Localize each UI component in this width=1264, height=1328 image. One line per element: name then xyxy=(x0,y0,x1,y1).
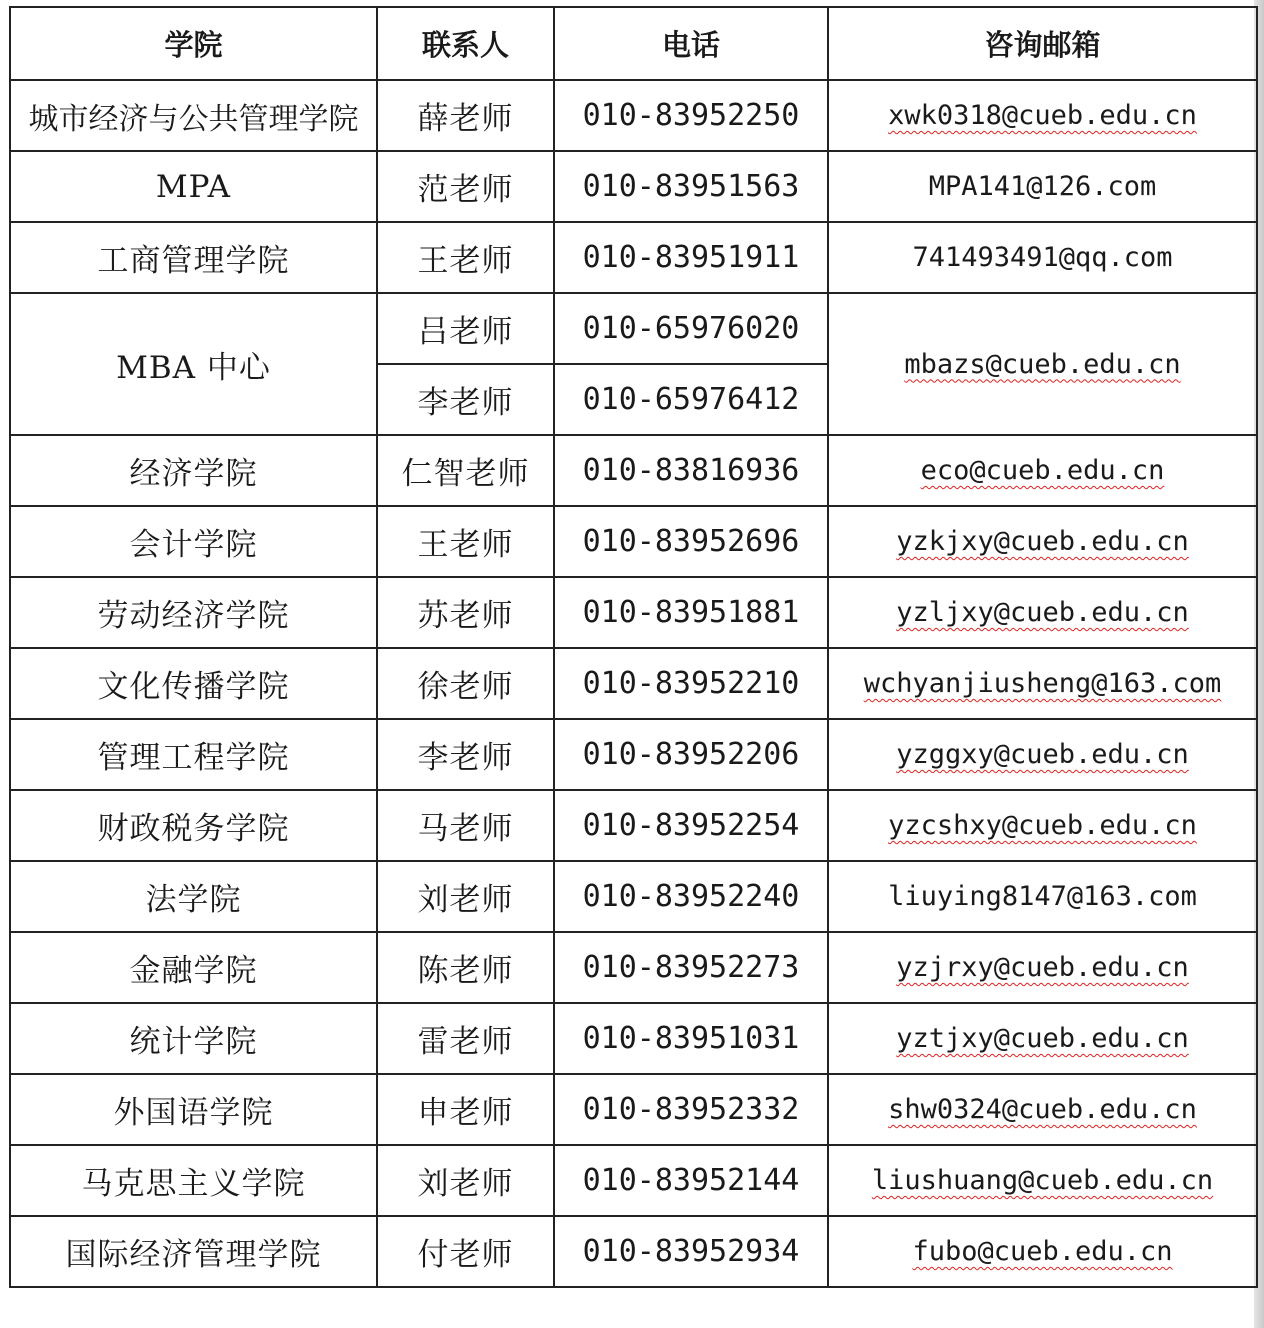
email-cell xyxy=(828,435,1257,506)
table-row xyxy=(10,790,1257,861)
contact-cell: 李老师 xyxy=(377,364,554,435)
table-row xyxy=(10,1003,1257,1074)
college-cell: 马克思主义学院 xyxy=(10,1145,377,1216)
email-cell xyxy=(828,577,1257,648)
email-text: shw0324@cueb.edu.cn xyxy=(888,1094,1197,1125)
table-row xyxy=(10,293,1257,364)
email-cell xyxy=(828,293,1257,435)
email-text: liuying8147@163.com xyxy=(888,881,1197,912)
email-text: yzkjxy@cueb.edu.cn xyxy=(896,526,1189,557)
email-text: mbazs@cueb.edu.cn xyxy=(904,348,1181,380)
phone-cell: 010-83951031 xyxy=(554,1003,828,1074)
table-row xyxy=(10,80,1257,151)
table-row xyxy=(10,435,1257,506)
college-cell: 工商管理学院 xyxy=(10,222,377,293)
email-cell xyxy=(828,506,1257,577)
phone-cell: 010-83952696 xyxy=(554,506,828,577)
email-cell xyxy=(828,222,1257,293)
table-row xyxy=(10,1145,1257,1216)
phone-cell: 010-83816936 xyxy=(554,435,828,506)
contact-cell: 徐老师 xyxy=(377,648,554,719)
email-cell xyxy=(828,790,1257,861)
header-phone: 电话 xyxy=(554,7,828,80)
email-cell xyxy=(828,932,1257,1003)
email-text: xwk0318@cueb.edu.cn xyxy=(888,100,1197,131)
email-text: yzcshxy@cueb.edu.cn xyxy=(888,810,1197,841)
header-college: 学院 xyxy=(10,7,377,80)
contact-cell: 付老师 xyxy=(377,1216,554,1287)
contact-cell: 苏老师 xyxy=(377,577,554,648)
contact-cell: 陈老师 xyxy=(377,932,554,1003)
table-row xyxy=(10,506,1257,577)
contact-cell: 李老师 xyxy=(377,719,554,790)
college-cell: 管理工程学院 xyxy=(10,719,377,790)
phone-cell: 010-83952240 xyxy=(554,861,828,932)
table-row xyxy=(10,932,1257,1003)
phone-cell: 010-83952206 xyxy=(554,719,828,790)
table-row xyxy=(10,151,1257,222)
college-cell: 经济学院 xyxy=(10,435,377,506)
table-row xyxy=(10,1074,1257,1145)
contact-cell: 雷老师 xyxy=(377,1003,554,1074)
college-cell: 外国语学院 xyxy=(10,1074,377,1145)
email-text: MPA141@126.com xyxy=(928,171,1157,202)
contact-cell: 仁智老师 xyxy=(377,435,554,506)
phone-cell: 010-83952250 xyxy=(554,80,828,151)
table-row xyxy=(10,222,1257,293)
contact-cell: 王老师 xyxy=(377,222,554,293)
email-text: liushuang@cueb.edu.cn xyxy=(871,1165,1214,1196)
contact-cell: 王老师 xyxy=(377,506,554,577)
phone-cell: 010-83952273 xyxy=(554,932,828,1003)
phone-cell: 010-83951563 xyxy=(554,151,828,222)
college-cell: 财政税务学院 xyxy=(10,790,377,861)
contact-table xyxy=(9,6,1258,1288)
email-text: 741493491@qq.com xyxy=(912,242,1173,273)
phone-cell: 010-83952144 xyxy=(554,1145,828,1216)
college-cell: 文化传播学院 xyxy=(10,648,377,719)
contact-cell: 马老师 xyxy=(377,790,554,861)
email-cell xyxy=(828,1003,1257,1074)
email-cell xyxy=(828,80,1257,151)
email-text: wchyanjiusheng@163.com xyxy=(863,668,1222,699)
header-email: 咨询邮箱 xyxy=(828,7,1257,80)
phone-cell: 010-83952332 xyxy=(554,1074,828,1145)
table-row xyxy=(10,861,1257,932)
email-text: fubo@cueb.edu.cn xyxy=(912,1236,1173,1267)
college-cell: 统计学院 xyxy=(10,1003,377,1074)
college-cell: 法学院 xyxy=(10,861,377,932)
email-cell xyxy=(828,1216,1257,1287)
contact-cell: 刘老师 xyxy=(377,861,554,932)
contact-cell: 申老师 xyxy=(377,1074,554,1145)
college-cell: 金融学院 xyxy=(10,932,377,1003)
email-cell xyxy=(828,719,1257,790)
phone-cell: 010-65976412 xyxy=(554,364,828,435)
header-contact: 联系人 xyxy=(377,7,554,80)
table-row xyxy=(10,719,1257,790)
contact-cell: 范老师 xyxy=(377,151,554,222)
college-cell: 城市经济与公共管理学院 xyxy=(10,80,377,151)
email-text: yztjxy@cueb.edu.cn xyxy=(896,1023,1189,1054)
email-text: yzggxy@cueb.edu.cn xyxy=(896,739,1189,770)
phone-cell: 010-83952210 xyxy=(554,648,828,719)
email-text: yzjrxy@cueb.edu.cn xyxy=(896,952,1189,983)
college-cell: MPA xyxy=(10,151,377,222)
email-text: yzljxy@cueb.edu.cn xyxy=(896,597,1189,628)
email-cell xyxy=(828,861,1257,932)
college-cell: 会计学院 xyxy=(10,506,377,577)
email-cell xyxy=(828,1145,1257,1216)
email-cell xyxy=(828,1074,1257,1145)
email-cell xyxy=(828,648,1257,719)
email-text: eco@cueb.edu.cn xyxy=(920,455,1165,486)
phone-cell: 010-83952254 xyxy=(554,790,828,861)
contact-cell: 薛老师 xyxy=(377,80,554,151)
college-cell: 劳动经济学院 xyxy=(10,577,377,648)
header-row xyxy=(10,7,1257,80)
phone-cell: 010-65976020 xyxy=(554,293,828,364)
phone-cell: 010-83952934 xyxy=(554,1216,828,1287)
contact-cell: 吕老师 xyxy=(377,293,554,364)
table-row xyxy=(10,1216,1257,1287)
college-cell: 国际经济管理学院 xyxy=(10,1216,377,1287)
table-row xyxy=(10,577,1257,648)
table-row xyxy=(10,648,1257,719)
contact-cell: 刘老师 xyxy=(377,1145,554,1216)
phone-cell: 010-83951881 xyxy=(554,577,828,648)
phone-cell: 010-83951911 xyxy=(554,222,828,293)
college-cell: MBA 中心 xyxy=(10,293,377,435)
email-cell xyxy=(828,151,1257,222)
